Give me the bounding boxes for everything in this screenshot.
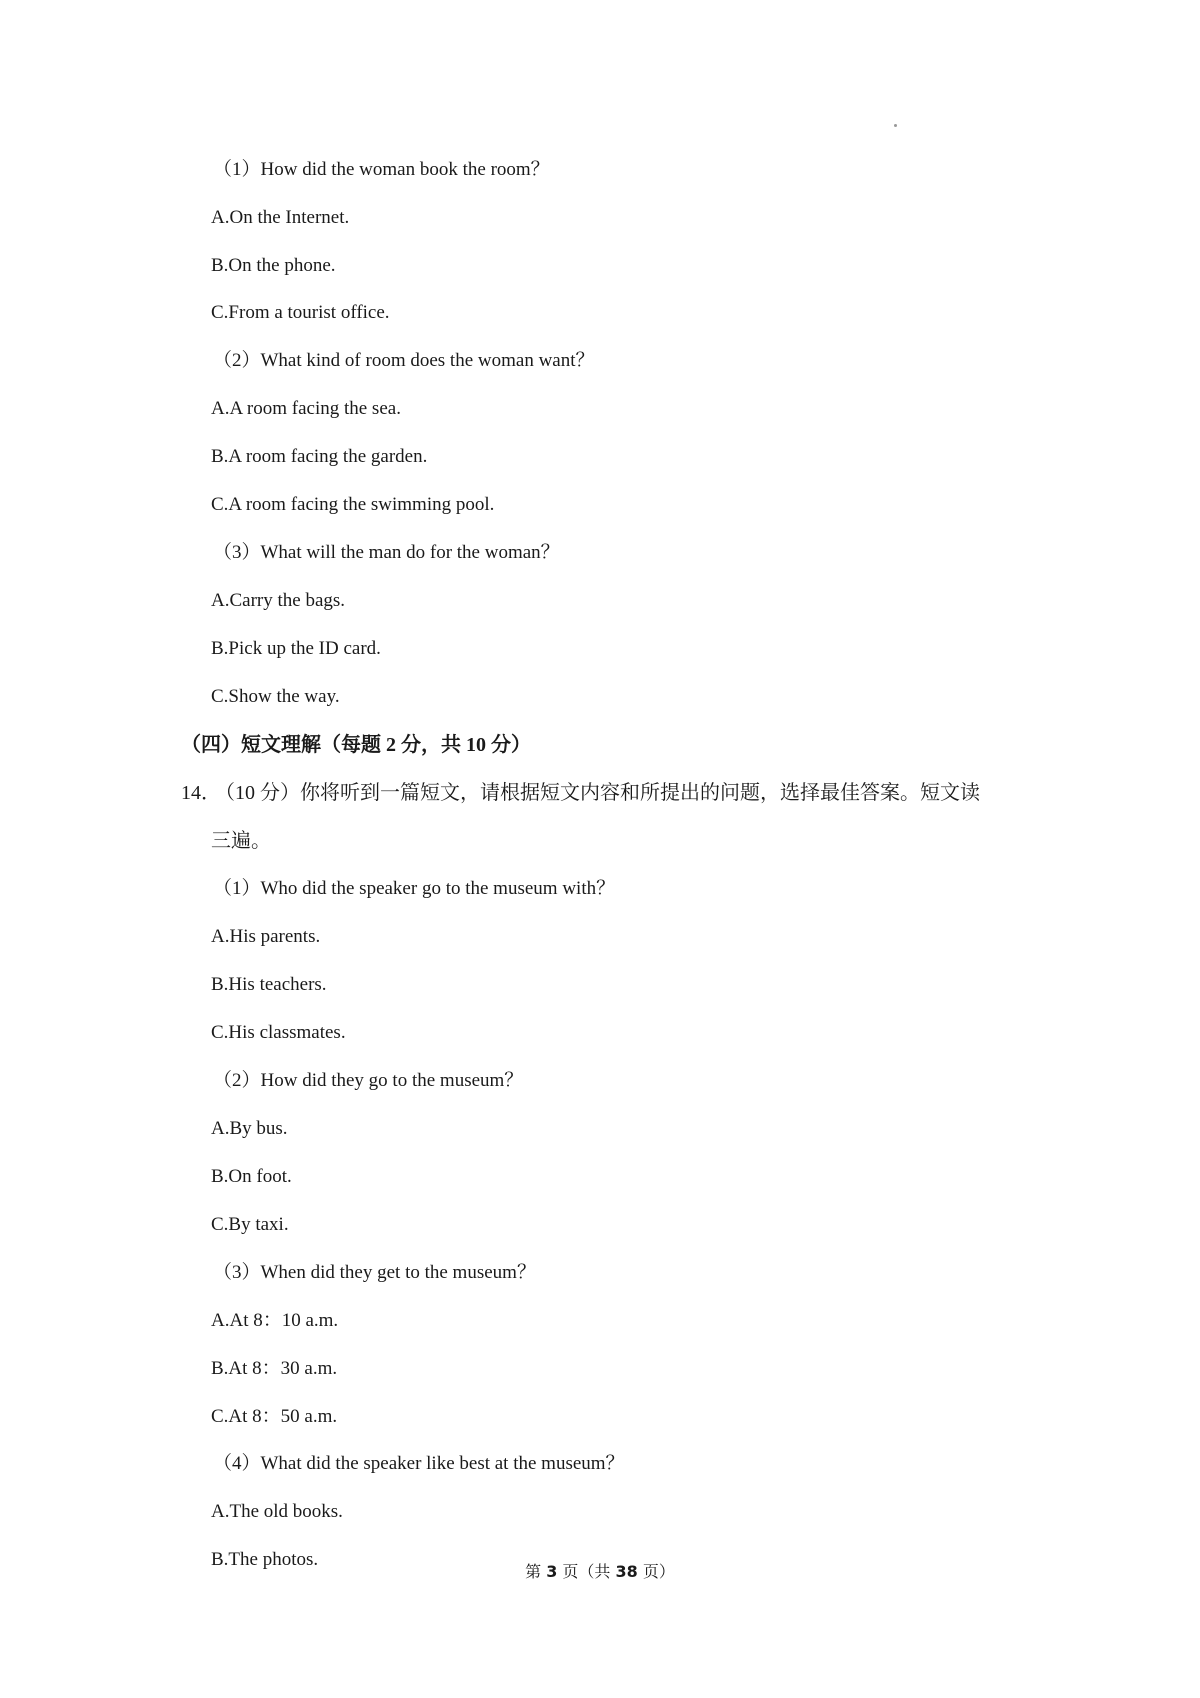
- option-a: A.On the Internet.: [211, 207, 350, 228]
- question-14-number: 14．: [181, 782, 221, 804]
- scan-speck: [894, 124, 897, 127]
- option-b: B.The photos.: [211, 1549, 319, 1570]
- question-2: （2）What kind of room does the woman want？: [213, 350, 595, 371]
- option-a: A.His parents.: [211, 926, 321, 947]
- total-pages: 38: [615, 1562, 638, 1581]
- option-a: A.The old books.: [211, 1501, 343, 1522]
- option-c: C.By taxi.: [211, 1214, 289, 1235]
- option-b: B.On the phone.: [211, 255, 336, 276]
- subquestion-1: （1）Who did the speaker go to the museum with？: [213, 878, 616, 899]
- question-3: （3）What will the man do for the woman？: [213, 542, 560, 563]
- question-1: （1）How did the woman book the room？: [213, 159, 550, 180]
- question-14-instruction-continued: 三遍。: [211, 830, 271, 852]
- option-a: A.Carry the bags.: [211, 590, 346, 611]
- footer-suffix: 页）: [637, 1562, 675, 1581]
- option-b: B.His teachers.: [211, 974, 327, 995]
- option-a: A.At 8：10 a.m.: [211, 1310, 339, 1331]
- subquestion-4: （4）What did the speaker like best at the museum？: [213, 1453, 625, 1474]
- option-c: C.At 8：50 a.m.: [211, 1406, 338, 1427]
- section-heading: （四）短文理解（每题 2 分，共 10 分）: [181, 734, 531, 756]
- option-a: A.By bus.: [211, 1118, 288, 1139]
- option-c: C.Show the way.: [211, 686, 340, 707]
- option-b: B.A room facing the garden.: [211, 446, 428, 467]
- question-14-instruction: （10 分）你将听到一篇短文，请根据短文内容和所提出的问题，选择最佳答案。短文读: [215, 782, 980, 804]
- footer-middle: 页（共: [557, 1562, 616, 1581]
- subquestion-2: （2）How did they go to the museum？: [213, 1070, 524, 1091]
- option-c: C.A room facing the swimming pool.: [211, 494, 495, 515]
- option-c: C.His classmates.: [211, 1022, 346, 1043]
- option-c: C.From a tourist office.: [211, 302, 390, 323]
- subquestion-3: （3）When did they get to the museum？: [213, 1262, 536, 1283]
- page-footer: [0, 1561, 1200, 1583]
- option-b: B.On foot.: [211, 1166, 292, 1187]
- option-b: B.At 8：30 a.m.: [211, 1358, 338, 1379]
- page-number: 3: [546, 1562, 558, 1581]
- option-b: B.Pick up the ID card.: [211, 638, 381, 659]
- footer-prefix: 第: [525, 1562, 547, 1581]
- option-a: A.A room facing the sea.: [211, 398, 401, 419]
